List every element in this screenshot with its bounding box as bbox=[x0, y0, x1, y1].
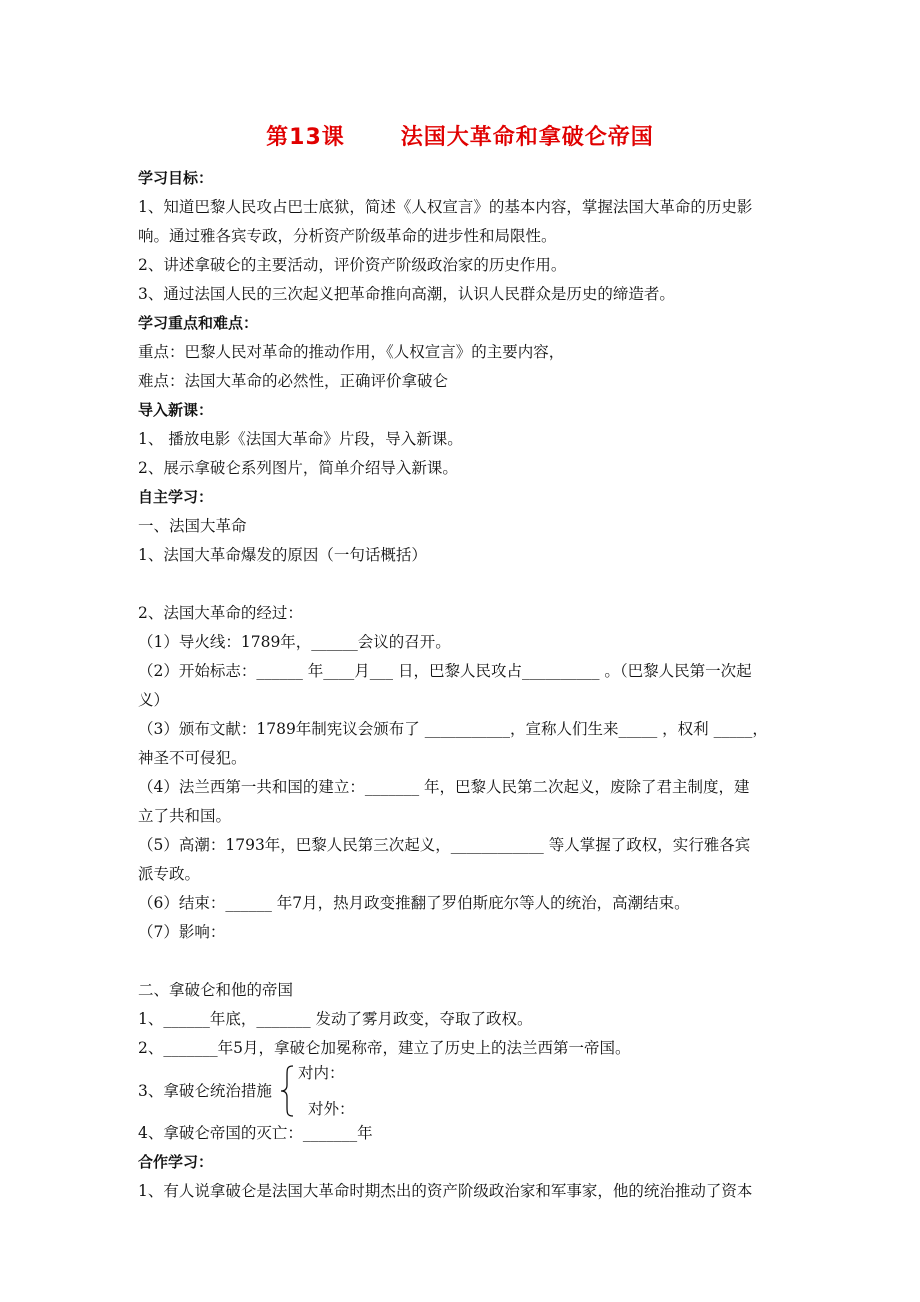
document-body bbox=[138, 164, 798, 1206]
part1-line: （2）开始标志：______ 年____月___ 日，巴黎人民攻占__________ 。（巴黎人民第一次起 bbox=[138, 662, 752, 680]
part2-line: 2、_______年5月，拿破仑加冕称帝，建立了历史上的法兰西第一帝国。 bbox=[138, 1039, 631, 1057]
measures-foreign: 对外： bbox=[308, 1100, 355, 1118]
part1-title: 一、法国大革命 bbox=[138, 517, 247, 535]
part2-title: 二、拿破仑和他的帝国 bbox=[138, 981, 294, 999]
measures-domestic: 对内： bbox=[298, 1064, 345, 1082]
intro-line: 2、展示拿破仑系列图片，简单介绍导入新课。 bbox=[138, 459, 458, 477]
goal-line: 2、讲述拿破仑的主要活动，评价资产阶级政治家的历史作用。 bbox=[138, 256, 567, 274]
part1-line: 义） bbox=[138, 691, 170, 709]
part1-line: 2、法国大革命的经过： bbox=[138, 604, 303, 622]
part1-line: （5）高潮：1793年，巴黎人民第三次起义，____________ 等人掌握了政权，实行雅各宾 bbox=[138, 836, 751, 854]
self-study-heading: 自主学习： bbox=[138, 488, 214, 506]
goal-line: 响。通过雅各宾专政，分析资产阶级革命的进步性和局限性。 bbox=[138, 227, 557, 245]
goals-heading: 学习目标： bbox=[138, 169, 214, 187]
intro-heading: 导入新课： bbox=[138, 401, 214, 419]
part1-line: （3）颁布文献：1789年制宪议会颁布了 ___________，宣称人们生来_____ ，权利 _____， bbox=[138, 720, 768, 738]
part2-line: 1、______年底，_______ 发动了雾月政变，夺取了政权。 bbox=[138, 1010, 533, 1028]
curly-brace-icon bbox=[280, 1065, 294, 1117]
part1-line: 派专政。 bbox=[138, 865, 201, 883]
blank-space bbox=[138, 947, 798, 976]
part2-line: 4、拿破仑帝国的灭亡：_______年 bbox=[138, 1124, 373, 1142]
part1-line: （6）结束：______ 年7月，热月政变推翻了罗伯斯庇尔等人的统治，高潮结束。 bbox=[138, 894, 690, 912]
part1-line: （7）影响： bbox=[138, 923, 226, 941]
part1-line: （1）导火线：1789年，______会议的召开。 bbox=[138, 633, 451, 651]
blank-space bbox=[138, 570, 798, 599]
lesson-number: 第13课 bbox=[266, 125, 345, 150]
part1-line: （4）法兰西第一共和国的建立：_______ 年，巴黎人民第二次起义，废除了君主制度，建 bbox=[138, 778, 750, 796]
key-line: 重点：巴黎人民对革命的推动作用，《人权宣言》的主要内容， bbox=[138, 343, 565, 361]
intro-line: 1、 播放电影《法国大革命》片段，导入新课。 bbox=[138, 430, 463, 448]
part1-line: 1、法国大革命爆发的原因（一句话概括） bbox=[138, 546, 427, 564]
part1-line: 神圣不可侵犯。 bbox=[138, 749, 247, 767]
key-line: 难点：法国大革命的必然性，正确评价拿破仑 bbox=[138, 372, 449, 390]
coop-heading: 合作学习： bbox=[138, 1153, 214, 1171]
measures-label: 3、拿破仑统治措施 bbox=[138, 1082, 272, 1100]
coop-line: 1、有人说拿破仑是法国大革命时期杰出的资产阶级政治家和军事家，他的统治推动了资本 bbox=[138, 1182, 753, 1200]
goal-line: 3、通过法国人民的三次起义把革命推向高潮，认识人民群众是历史的缔造者。 bbox=[138, 285, 675, 303]
key-heading: 学习重点和难点： bbox=[138, 314, 259, 332]
goal-line: 1、知道巴黎人民攻占巴士底狱，简述《人权宣言》的基本内容，掌握法国大革命的历史影 bbox=[138, 198, 753, 216]
part1-line: 立了共和国。 bbox=[138, 807, 232, 825]
measures-brace-block bbox=[138, 1063, 798, 1119]
lesson-name: 法国大革命和拿破仑帝国 bbox=[400, 125, 654, 150]
page-title bbox=[0, 120, 920, 151]
